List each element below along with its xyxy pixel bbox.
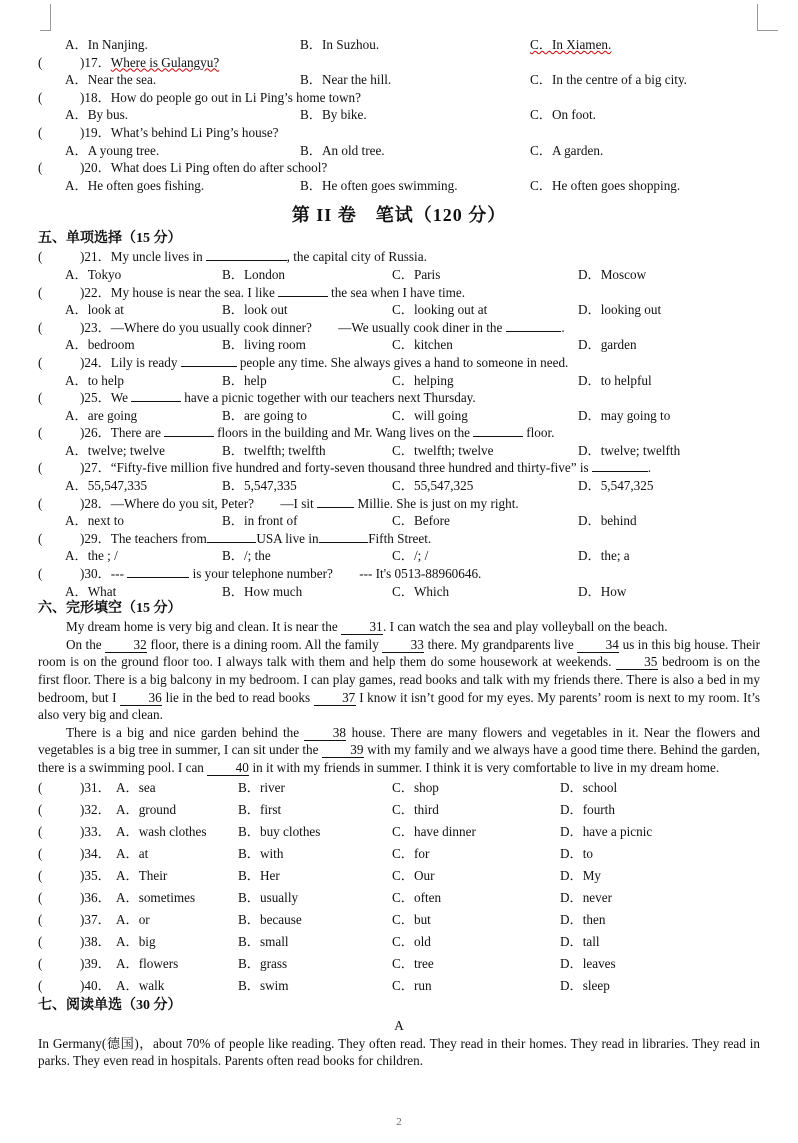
option-d: D．Moscow [578, 266, 647, 282]
stem-text: What does Li Ping often do after school? [110, 160, 328, 176]
question-stem [80, 54, 219, 72]
option-d: D．My [560, 867, 602, 883]
answer-bracket: ( [38, 801, 43, 817]
question-number: )39． [80, 955, 111, 971]
option-a: A．Tokyo [65, 266, 122, 282]
option-c: C．for [392, 845, 430, 861]
option-c: C．helping [392, 372, 454, 388]
answer-bracket: ( [38, 354, 43, 370]
mc-27-options [38, 477, 760, 495]
option-c: C．In Xiamen. [530, 37, 612, 52]
cloze-question-32 [38, 799, 760, 821]
cloze-question-39 [38, 953, 760, 975]
option-b: B．with [238, 845, 284, 861]
option-b: B．in front of [222, 513, 298, 529]
answer-blank [131, 401, 181, 402]
option-a: A．bedroom [65, 337, 135, 353]
passage-text: in it with my friends in summer. I think it is very comfortable to live in my dream home. [249, 759, 720, 775]
mc-22-options [38, 301, 760, 319]
cloze-question-33 [38, 821, 760, 843]
option-d: D．sleep [560, 977, 610, 993]
question-stem [80, 565, 481, 583]
option-c: C．55,547,325 [392, 478, 474, 494]
passage-text: there. My grandparents live [424, 636, 578, 652]
option-a: A．flowers [116, 955, 179, 971]
option-d: D．How [578, 583, 627, 599]
question-number: )33． [80, 823, 111, 839]
part2-title: 第 II 卷 笔试（120 分） [291, 205, 507, 226]
passage-text: with my family and we always have a good time there. Behind the garden, there is a swimming pool. I can [38, 742, 761, 775]
cloze-question-35 [38, 865, 760, 887]
option-a: A．Near the sea. [65, 72, 157, 88]
mc-question-30 [38, 565, 760, 583]
answer-blank [164, 436, 214, 437]
option-c: C．In the centre of a big city. [530, 72, 687, 88]
answer-blank [592, 471, 648, 472]
listening-20-options [38, 177, 760, 195]
section7-heading: 七、阅读单选（30 分） [38, 997, 182, 1013]
answer-blank [206, 260, 287, 261]
cloze-question-37 [38, 909, 760, 931]
option-b: B．buy clothes [238, 823, 321, 839]
reading-passage-intro: In Germany(德国)，about 70% of people like reading. They often read. They read in their homes. They read in libraries. They read in parks. They even read in hospitals. Parents often read books for children. [38, 1035, 760, 1069]
answer-bracket: ( [38, 495, 43, 511]
question-number: )28． [80, 495, 111, 511]
cloze-question-31 [38, 777, 760, 799]
question-stem [80, 159, 327, 177]
cloze-blank-36: 36 [120, 691, 162, 706]
option-c: C．looking out at [392, 302, 488, 318]
mc-question-28 [38, 495, 760, 513]
mc-question-22 [38, 284, 760, 302]
stem-text: floor. [522, 425, 555, 441]
question-number: )38． [80, 933, 111, 949]
option-a: A．In Nanjing. [65, 37, 148, 52]
stem-text: There are [110, 425, 165, 441]
answer-blank [278, 296, 328, 297]
question-number: )17． [80, 54, 111, 70]
option-a: A．sea [116, 779, 156, 795]
cloze-passage [38, 618, 760, 776]
question-number: )36． [80, 889, 111, 905]
option-a: A．to help [65, 372, 124, 388]
question-number: )20． [80, 160, 111, 176]
option-b: B．living room [222, 337, 306, 353]
stem-text: . [561, 319, 565, 335]
option-a: A．at [116, 845, 149, 861]
stem-text: Fifth Street. [368, 530, 432, 546]
stem-text: —Where do you usually cook dinner? —We usually cook diner in the [110, 319, 506, 335]
stem-text: people any time. She always gives a hand to someone in need. [236, 354, 569, 370]
option-d: D．behind [578, 513, 637, 529]
question-stem [80, 319, 565, 337]
option-c: C．shop [392, 779, 439, 795]
option-b: B．5,547,335 [222, 478, 297, 494]
option-b: B．Her [238, 867, 280, 883]
option-d: D．the; a [578, 548, 630, 564]
mc-question-26 [38, 424, 760, 442]
option-b: B．He often goes swimming. [300, 177, 458, 193]
option-b: B．help [222, 372, 267, 388]
answer-blank [127, 577, 189, 578]
question-stem [80, 495, 519, 513]
option-d: D．garden [578, 337, 637, 353]
question-stem [80, 459, 651, 477]
answer-bracket: ( [38, 977, 43, 993]
question-stem [80, 389, 476, 407]
listening-18-options [38, 106, 760, 124]
section6-heading: 六、完形填空（15 分） [38, 601, 182, 617]
option-b: B．because [238, 911, 302, 927]
option-c: C．Before [392, 513, 450, 529]
option-d: D．to helpful [578, 372, 652, 388]
option-c: C．but [392, 911, 431, 927]
option-b: B．An old tree. [300, 142, 385, 158]
cloze-paragraph [38, 636, 760, 724]
cloze-blank-33: 33 [382, 638, 424, 653]
mc-26-options [38, 442, 760, 460]
stem-text: Millie. She is just on my right. [354, 495, 519, 511]
mc-30-options [38, 583, 760, 601]
passage-label: A [394, 1017, 404, 1033]
answer-bracket: ( [38, 889, 43, 905]
question-stem [80, 248, 427, 266]
mc-29-options [38, 547, 760, 565]
answer-bracket: ( [38, 566, 43, 582]
question-number: )18． [80, 89, 111, 105]
cloze-blank-35: 35 [616, 655, 658, 670]
stem-text: --- [110, 566, 128, 582]
mc-21-options [38, 266, 760, 284]
stem-text: . [647, 460, 652, 476]
cloze-questions [38, 777, 760, 997]
answer-bracket: ( [38, 124, 43, 140]
mc-question-27 [38, 459, 760, 477]
option-b: B．twelfth; twelfth [222, 442, 326, 458]
answer-blank [207, 542, 257, 543]
question-stem [80, 354, 568, 372]
stem-text: floors in the building and Mr. Wang lives on the [213, 425, 474, 441]
option-c: C．often [392, 889, 442, 905]
option-c: C．/; / [392, 548, 429, 564]
option-c: C．Which [392, 583, 450, 599]
mc-question-23 [38, 319, 760, 337]
option-d: D．then [560, 911, 606, 927]
listening-16-options [38, 36, 760, 54]
option-b: B．usually [238, 889, 299, 905]
passage-text: lie in the bed to read books [162, 689, 314, 705]
mc-23-options [38, 336, 760, 354]
question-stem [80, 89, 361, 107]
question-stem [80, 284, 465, 302]
crop-mark-top-left [40, 4, 51, 31]
option-b: B．grass [238, 955, 288, 971]
passage-text: My dream home is very big and clean. It is near the [66, 619, 342, 635]
answer-bracket: ( [38, 54, 43, 70]
option-d: D．leaves [560, 955, 616, 971]
option-a: A．are going [65, 407, 138, 423]
question-number: )19． [80, 124, 111, 140]
answer-bracket: ( [38, 390, 43, 406]
option-c: C．run [392, 977, 432, 993]
listening-question-18 [38, 89, 760, 107]
cloze-blank-37: 37 [314, 691, 356, 706]
question-number: )31． [80, 779, 111, 795]
answer-bracket: ( [38, 955, 43, 971]
cloze-paragraph [38, 618, 760, 636]
option-c: C．twelfth; twelve [392, 442, 494, 458]
cloze-blank-38: 38 [304, 726, 346, 741]
question-number: )40． [80, 977, 111, 993]
stem-text: the sea when I have time. [327, 284, 466, 300]
option-c: C．tree [392, 955, 434, 971]
question-number: )30． [80, 566, 111, 582]
answer-bracket: ( [38, 425, 43, 441]
option-d: D．fourth [560, 801, 615, 817]
option-d: D．school [560, 779, 618, 795]
option-a: A．Their [116, 867, 168, 883]
stem-text: What’s behind Li Ping’s house? [110, 124, 279, 140]
cloze-question-34 [38, 843, 760, 865]
question-number: )37． [80, 911, 111, 927]
answer-bracket: ( [38, 933, 43, 949]
passage-text: bedroom is on the first floor. There is a big balcony in my bedroom. I can play games, read books and talk with my friends there. There is also a bed in my bedroom, but I [38, 654, 760, 705]
option-d: D．twelve; twelfth [578, 442, 681, 458]
stem-text: —Where do you sit, Peter? —I sit [110, 495, 317, 511]
option-d: D．to [560, 845, 593, 861]
question-stem [80, 424, 554, 442]
option-b: B．swim [238, 977, 289, 993]
answer-bracket: ( [38, 249, 43, 265]
answer-blank [506, 331, 562, 332]
stem-text: How do people go out in Li Ping’s home town? [110, 89, 361, 105]
option-c: C．He often goes shopping. [530, 177, 681, 193]
exam-page [38, 36, 760, 1070]
option-d: D．5,547,325 [578, 478, 654, 494]
passage-text: us in this big house. Their room is on the ground floor too. I always talk with them and help them do some housework at weekends. [38, 636, 760, 670]
answer-blank [317, 507, 354, 508]
section5-heading: 五、单项选择（15 分） [38, 231, 182, 247]
option-b: B．are going to [222, 407, 307, 423]
option-c: C．kitchen [392, 337, 453, 353]
option-b: B．/; the [222, 548, 271, 564]
option-b: B．Near the hill. [300, 72, 392, 88]
cloze-blank-39: 39 [322, 743, 364, 758]
option-d: D．may going to [578, 407, 671, 423]
option-b: B．London [222, 266, 286, 282]
listening-17-options [38, 71, 760, 89]
option-b: B．river [238, 779, 285, 795]
option-a: A．What [65, 583, 117, 599]
option-a: A．look at [65, 302, 124, 318]
section5-questions [38, 248, 760, 600]
option-c: C．Our [392, 867, 435, 883]
question-number: )21． [80, 249, 111, 265]
question-number: )22． [80, 284, 111, 300]
answer-bracket: ( [38, 779, 43, 795]
option-c: C．old [392, 933, 431, 949]
answer-bracket: ( [38, 530, 43, 546]
passage-text: I know it isn’t good for my eyes. My parents’ room is next to my room. It’s also very big and clean. [38, 689, 761, 723]
answer-bracket: ( [38, 867, 43, 883]
passage-text: . I can watch the sea and play volleyball on the beach. [383, 619, 668, 635]
passage-text: floor, there is a dining room. All the family [147, 636, 383, 652]
crop-mark-top-right [757, 4, 778, 31]
cloze-blank-40: 40 [207, 761, 249, 776]
mc-question-21 [38, 248, 760, 266]
question-number: )23． [80, 319, 111, 335]
answer-bracket: ( [38, 319, 43, 335]
stem-text: have a picnic together with our teachers next Thursday. [180, 390, 476, 406]
option-a: A．the ; / [65, 548, 118, 564]
answer-bracket: ( [38, 823, 43, 839]
listening-question-17 [38, 54, 760, 72]
option-c: C．third [392, 801, 439, 817]
answer-bracket: ( [38, 284, 43, 300]
answer-blank [319, 542, 369, 543]
stem-text: USA live in [256, 530, 319, 546]
option-c: C．will going [392, 407, 468, 423]
option-c: C．have dinner [392, 823, 476, 839]
option-a: A．A young tree. [65, 142, 160, 158]
option-b: B．first [238, 801, 282, 817]
option-d: D．looking out [578, 302, 662, 318]
answer-bracket: ( [38, 89, 43, 105]
stem-text: My house is near the sea. I like [110, 284, 279, 300]
passage-text: On the [66, 636, 106, 652]
answer-blank [181, 366, 237, 367]
option-c: C．A garden. [530, 142, 604, 158]
option-b: B．look out [222, 302, 288, 318]
stem-text: is your telephone number? --- It's 0513-88960646. [189, 566, 482, 582]
answer-bracket: ( [38, 911, 43, 927]
option-a: A．ground [116, 801, 177, 817]
option-a: A．By bus. [65, 107, 129, 123]
cloze-paragraph [38, 724, 760, 777]
option-a: A．wash clothes [116, 823, 207, 839]
page-number: 2 [396, 1116, 402, 1128]
option-a: A．next to [65, 513, 124, 529]
cloze-blank-31: 31 [341, 620, 383, 635]
option-b: B．In Suzhou. [300, 37, 380, 52]
listening-section-tail [38, 36, 760, 194]
mc-24-options [38, 372, 760, 390]
cloze-blank-34: 34 [577, 638, 619, 653]
option-b: B．By bike. [300, 107, 367, 123]
passage-text: There is a big and nice garden behind the [66, 724, 305, 740]
answer-bracket: ( [38, 160, 43, 176]
option-a: A．twelve; twelve [65, 442, 165, 458]
stem-text: “Fifty-five million five hundred and forty-seven thousand three hundred and thirty-five” is [110, 460, 592, 476]
cloze-blank-32: 32 [105, 638, 147, 653]
question-number: )27． [80, 460, 111, 476]
option-a: A．sometimes [116, 889, 196, 905]
cloze-question-38 [38, 931, 760, 953]
option-b: B．How much [222, 583, 303, 599]
option-a: A．He often goes fishing. [65, 177, 205, 193]
option-c: C．On foot. [530, 107, 596, 123]
question-stem [80, 124, 279, 142]
question-number: )26． [80, 425, 111, 441]
option-a: A．55,547,335 [65, 478, 148, 494]
mc-question-25 [38, 389, 760, 407]
cloze-question-40 [38, 975, 760, 997]
stem-text: My uncle lives in [110, 249, 207, 265]
mc-28-options [38, 512, 760, 530]
stem-text: Lily is ready [110, 354, 181, 370]
answer-bracket: ( [38, 845, 43, 861]
option-d: D．have a picnic [560, 823, 653, 839]
option-b: B．small [238, 933, 289, 949]
question-number: )34． [80, 845, 111, 861]
listening-19-options [38, 142, 760, 160]
question-number: )25． [80, 390, 111, 406]
cloze-question-36 [38, 887, 760, 909]
option-d: D．tall [560, 933, 600, 949]
question-number: )32． [80, 801, 111, 817]
passage-text: house. There are many flowers and vegetables in it. Near the flowers and vegetables is a big tree in summer, I can sit under the [38, 724, 760, 758]
stem-text: Where is Gulangyu? [110, 54, 220, 70]
stem-text: We [110, 390, 132, 406]
question-stem [80, 530, 431, 548]
answer-blank [473, 436, 523, 437]
question-number: )24． [80, 354, 111, 370]
option-d: D．never [560, 889, 612, 905]
listening-question-19 [38, 124, 760, 142]
mc-question-29 [38, 530, 760, 548]
question-number: )35． [80, 867, 111, 883]
mc-question-24 [38, 354, 760, 372]
question-number: )29． [80, 530, 111, 546]
answer-bracket: ( [38, 460, 43, 476]
stem-text: , the capital city of Russia. [286, 249, 427, 265]
option-a: A．or [116, 911, 150, 927]
mc-25-options [38, 407, 760, 425]
listening-question-20 [38, 159, 760, 177]
option-c: C．Paris [392, 266, 441, 282]
option-a: A．walk [116, 977, 165, 993]
option-a: A．big [116, 933, 156, 949]
stem-text: The teachers from [110, 530, 207, 546]
